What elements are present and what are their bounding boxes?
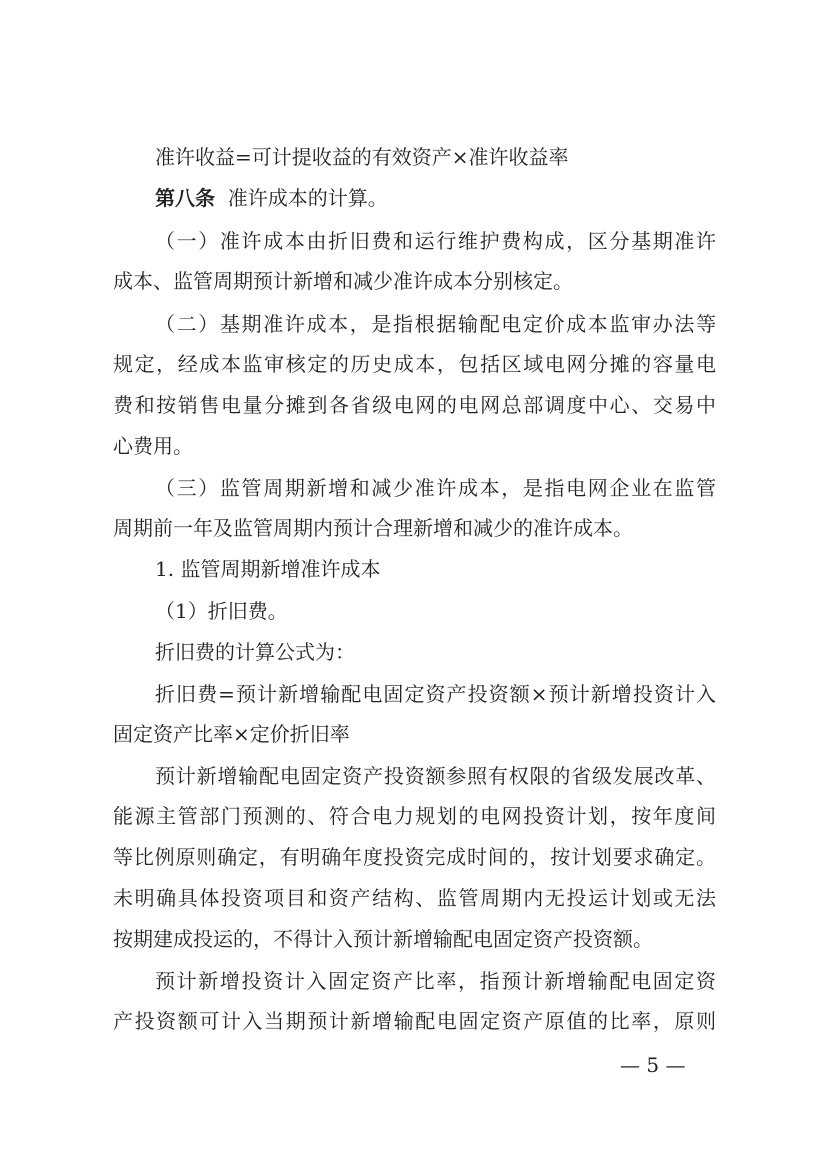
text-line: 成本、监管周期预计新增和减少准许成本分别核定。 xyxy=(113,269,573,293)
text-line: 折旧费的计算公式为： xyxy=(155,640,355,664)
text-line: 准许收益=可计提收益的有效资产×准许收益率 xyxy=(155,145,569,169)
text-line: 产投资额可计入当期预计新增输配电固定资产原值的比率，原则 xyxy=(113,1009,716,1033)
text-line: 周期前一年及监管周期内预计合理新增和减少的准许成本。 xyxy=(113,516,633,540)
text-line: （二）基期准许成本，是指根据输配电定价成本监审办法等 xyxy=(155,312,716,336)
text-line: 按期建成投运的，不得计入预计新增输配电固定资产投资额。 xyxy=(113,927,653,951)
text-line: 规定，经成本监审核定的历史成本，包括区域电网分摊的容量电 xyxy=(113,352,716,376)
text-line: 费和按销售电量分摊到各省级电网的电网总部调度中心、交易中 xyxy=(113,393,716,417)
text-line: 能源主管部门预测的、符合电力规划的电网投资计划，按年度间 xyxy=(113,804,716,828)
text-line: 折旧费=预计新增输配电固定资产投资额×预计新增投资计入 xyxy=(155,682,716,706)
article-heading xyxy=(155,186,716,210)
text-line: （一）准许成本由折旧费和运行维护费构成，区分基期准许 xyxy=(155,229,716,253)
text-line: （1）折旧费。 xyxy=(155,599,288,623)
article-title: 准许成本的计算。 xyxy=(227,186,388,210)
text-line: （三）监管周期新增和减少准许成本，是指电网企业在监管 xyxy=(155,476,716,500)
page-number: — 5 — xyxy=(620,1053,686,1077)
text-line: 等比例原则确定，有明确年度投资完成时间的，按计划要求确定。 xyxy=(113,845,716,869)
text-line: 固定资产比率×定价折旧率 xyxy=(113,722,350,746)
text-line: 未明确具体投资项目和资产结构、监管周期内无投运计划或无法 xyxy=(113,886,716,910)
article-number: 第八条 xyxy=(155,186,215,210)
text-line: 预计新增输配电固定资产投资额参照有权限的省级发展改革、 xyxy=(155,764,716,788)
text-line: 心费用。 xyxy=(113,434,193,458)
text-line: 1. 监管周期新增准许成本 xyxy=(155,557,381,581)
text-line: 预计新增投资计入固定资产比率，指预计新增输配电固定资 xyxy=(155,969,716,993)
